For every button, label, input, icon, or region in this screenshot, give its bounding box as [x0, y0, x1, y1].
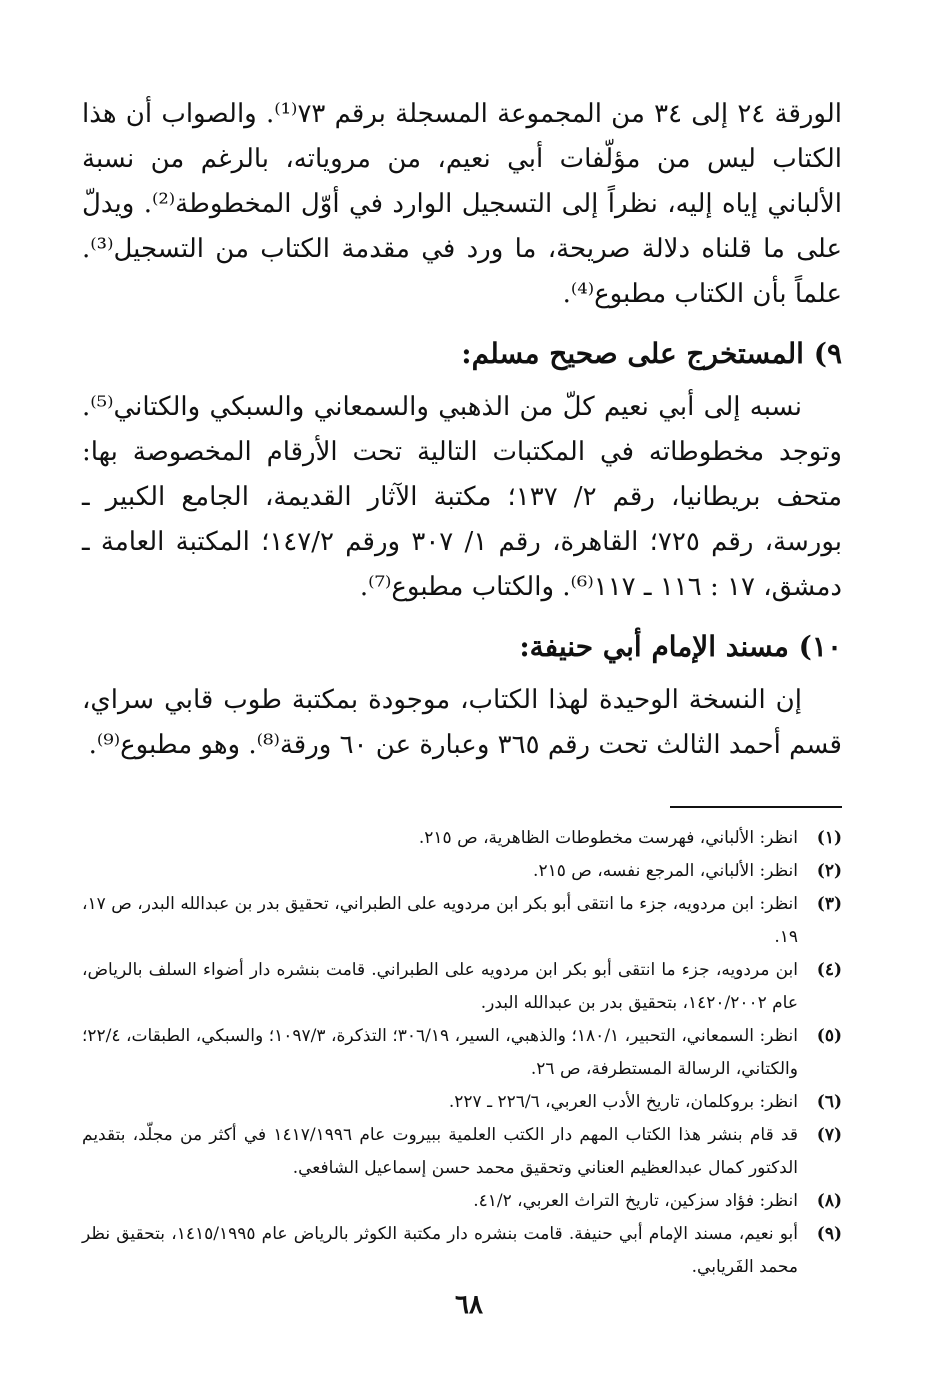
- footnote-item: [82, 1020, 842, 1086]
- footnote-number: (٥): [816, 1026, 842, 1046]
- footnote-item: [82, 954, 842, 1020]
- footnotes-list: [82, 822, 842, 1284]
- footnote-text: انظر: الألباني، المرجع نفسه، ص ٢١٥.: [533, 861, 798, 881]
- body-paragraph-10: إن النسخة الوحيدة لهذا الكتاب، موجودة بمكتبة طوب قابي سراي، قسم أحمد الثالث تحت رقم ٣٦٥ وعبارة عن ٦٠ ورقة⁽⁸⁾. وهو مطبوع⁽⁹⁾.: [82, 685, 842, 760]
- footnote-number: (٦): [816, 1092, 842, 1112]
- section-heading-10: ١٠) مسند الإمام أبي حنيفة:: [519, 630, 842, 663]
- footnote-text: انظر: ابن مردويه، جزء ما انتقى أبو بكر ابن مردويه على الطبراني، تحقيق بدر بن عبدالله البدر، ص ١٧، ١٩.: [82, 894, 798, 947]
- footnote-text: انظر: بروكلمان، تاريخ الأدب العربي، ٢٢٦/٦ ـ ٢٢٧.: [448, 1092, 798, 1112]
- footnote-item: [82, 1119, 842, 1185]
- section-heading-9: ٩) المستخرج على صحيح مسلم:: [461, 337, 842, 370]
- footnote-number: (٣): [816, 894, 842, 914]
- footnote-item: [82, 888, 842, 954]
- footnote-text: انظر: السمعاني، التحبير، ١٨٠/١؛ والذهبي، السير، ٣٠٦/١٩؛ التذكرة، ١٠٩٧/٣؛ والسبكي، الطبقات، ٢٢/٤؛ والكتاني، الرسالة المستطرفة، ص ٢٦.: [82, 1026, 798, 1079]
- body-paragraph-1: الورقة ٢٤ إلى ٣٤ من المجموعة المسجلة برقم ٧٣⁽¹⁾. والصواب أن هذا الكتاب ليس من مؤلّفات أبي نعيم، من مروياته، بالرغم من نسبة الألباني إياه إليه، نظراً إلى التسجيل الوارد في أوّل المخطوطة⁽²⁾. ويدلّ على ما قلناه دلالة صريحة، ما ورد في مقدمة الكتاب من التسجيل⁽³⁾. علماً بأن الكتاب مطبوع⁽⁴⁾.: [82, 99, 843, 309]
- footnote-item: [82, 855, 842, 888]
- footnote-text: أبو نعيم، مسند الإمام أبي حنيفة. قامت بنشره دار مكتبة الكوثر بالرياض عام ١٤١٥/١٩٩٥، بتحقيق نظر محمد الفَريابي.: [82, 1224, 798, 1277]
- footnote-number: (٢): [816, 861, 842, 881]
- footnote-number: (٤): [816, 960, 842, 980]
- footnote-number: (٨): [816, 1191, 842, 1211]
- footnote-number: (١): [816, 828, 842, 848]
- body-paragraph-9: نسبه إلى أبي نعيم كلّ من الذهبي والسمعاني والسبكي والكتاني⁽⁵⁾. وتوجد مخطوطاته في المكتبات التالية تحت الأرقام المخصوصة بها: متحف بريطانيا، رقم ٢/ ١٣٧؛ مكتبة الآثار القديمة، الجامع الكبير ـ بورسة، رقم ٧٢٥؛ القاهرة، رقم ١/ ٣٠٧ ورقم ١٤٧/٢؛ المكتبة العامة ـ دمشق، ١٧ : ١١٦ ـ ١١٧⁽⁶⁾. والكتاب مطبوع⁽⁷⁾.: [82, 392, 843, 602]
- footnote-item: [82, 822, 842, 855]
- footnote-text: ابن مردويه، جزء ما انتقى أبو بكر ابن مردويه على الطبراني. قامت بنشره دار أضواء السلف بالرياض، عام ١٤٢٠/٢٠٠٢، بتحقيق بدر بن عبدالله البدر.: [82, 960, 798, 1013]
- footnote-item: [82, 1218, 842, 1284]
- page-number: ٦٨: [455, 1290, 483, 1320]
- footnote-item: [82, 1185, 842, 1218]
- footnote-number: (٩): [816, 1224, 842, 1244]
- footnote-text: انظر: الألباني، فهرست مخطوطات الظاهرية، ص ٢١٥.: [418, 828, 798, 848]
- footnote-text: قد قام بنشر هذا الكتاب المهم دار الكتب العلمية ببيروت عام ١٤١٧/١٩٩٦ في أكثر من مجلّد، بتقديم الدكتور كمال عبدالعظيم العناني وتحقيق محمد حسن إسماعيل الشافعي.: [82, 1125, 798, 1178]
- footnote-number: (٧): [816, 1125, 842, 1145]
- footnote-divider: [670, 806, 842, 808]
- footnote-text: انظر: فؤاد سزكين، تاريخ التراث العربي، ٤١/٢.: [473, 1191, 798, 1211]
- page-content: [82, 92, 842, 1284]
- footnote-item: [82, 1086, 842, 1119]
